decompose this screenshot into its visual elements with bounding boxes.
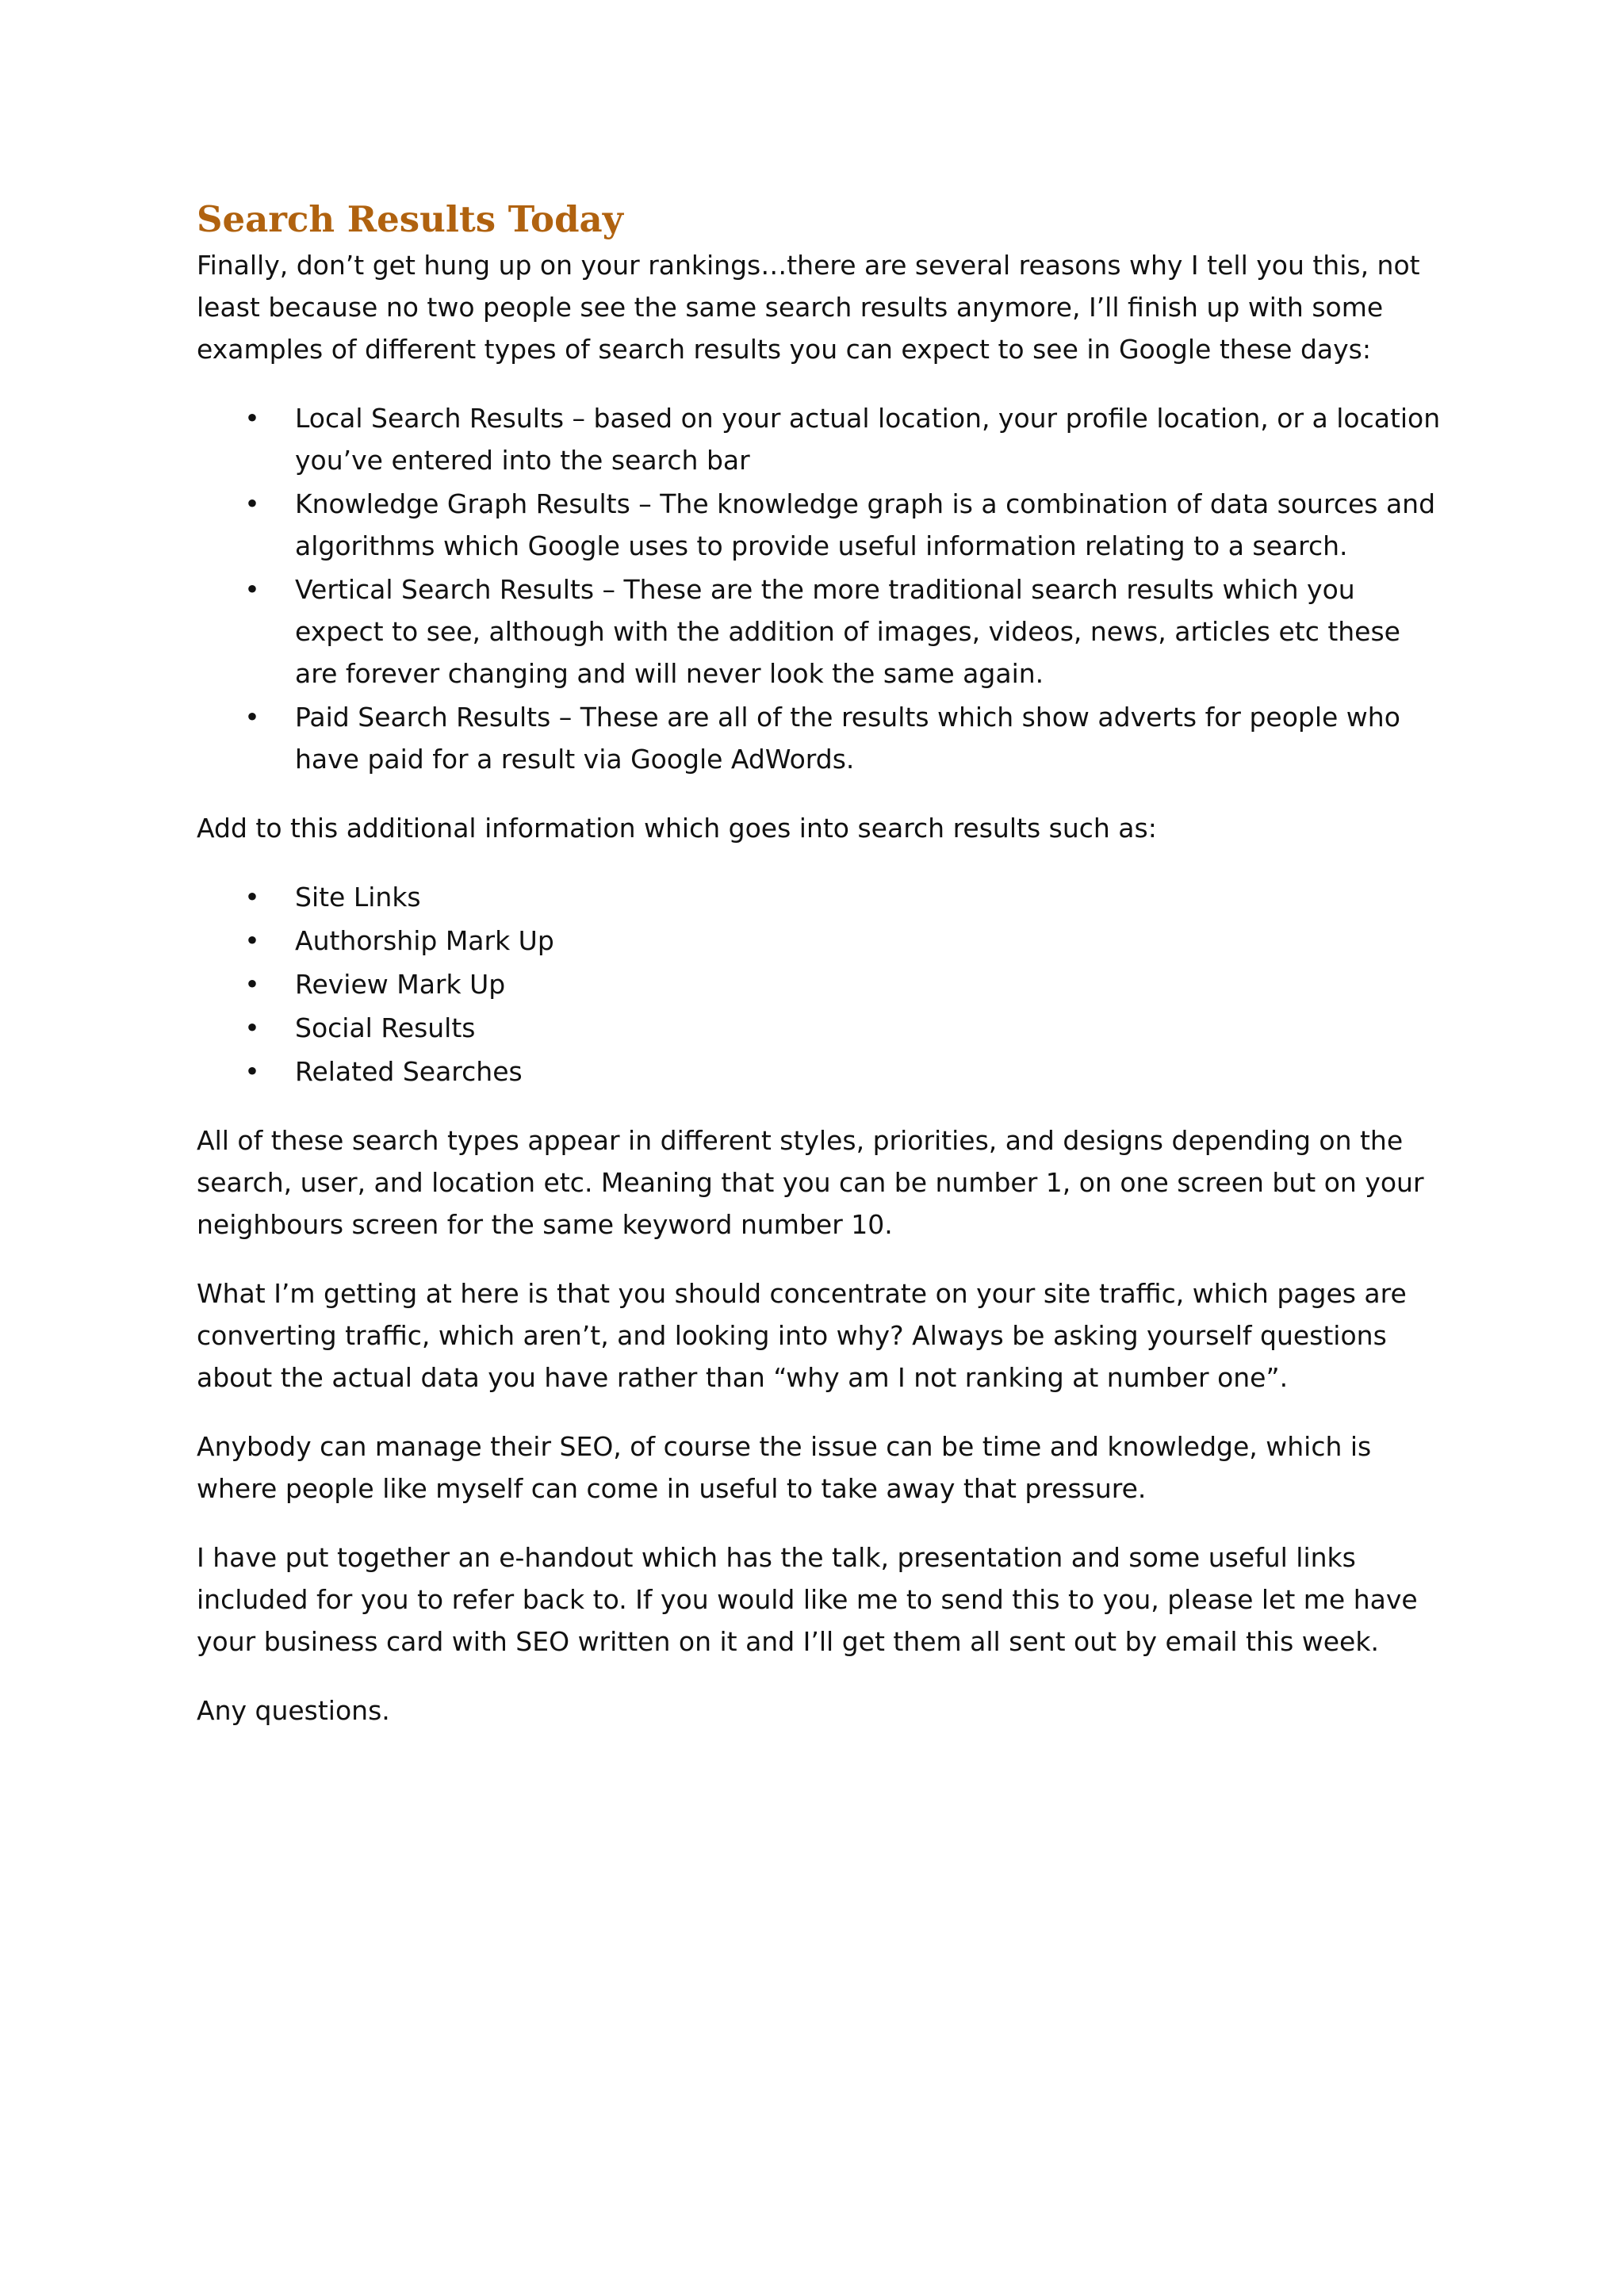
- list-item-text: Related Searches: [295, 1056, 523, 1087]
- body-paragraph: All of these search types appear in different styles, priorities, and designs depending on the search, user, and location etc. Meaning that you can be number 1, on one screen but on your neighbours screen for the same keyword number 10.: [197, 1125, 1424, 1240]
- list-item-text: Social Results: [295, 1012, 476, 1043]
- bullet-icon: •: [244, 1012, 260, 1043]
- document-body: [197, 195, 1450, 1758]
- body-paragraph: Anybody can manage their SEO, of course the issue can be time and knowledge, which is where people like myself can come in useful to take away that pressure.: [197, 1431, 1372, 1504]
- list-item-text: Knowledge Graph Results – The knowledge graph is a combination of data sources and algorithms which Google uses to provide useful information relating to a search.: [295, 488, 1436, 561]
- list-item: [197, 1050, 1450, 1093]
- list-item: [197, 696, 1450, 780]
- list-item: [197, 568, 1450, 695]
- intro-paragraph: Finally, don’t get hung up on your rankings…there are several reasons why I tell you this, not least because no two people see the same search results anymore, I’ll finish up with some examples of different types of search results you can expect to see in Google these days:: [197, 250, 1420, 365]
- result-types-list: [197, 397, 1450, 780]
- list-item-text: Local Search Results – based on your actual location, your profile location, or a location you’ve entered into the search bar: [295, 403, 1441, 476]
- list-item: [197, 483, 1450, 567]
- additional-info-list: [197, 876, 1450, 1093]
- section-heading: Search Results Today: [197, 198, 623, 240]
- list-item: [197, 920, 1450, 962]
- bullet-icon: •: [244, 702, 260, 733]
- bullet-icon: •: [244, 882, 260, 913]
- additional-intro-paragraph: Add to this additional information which goes into search results such as:: [197, 813, 1157, 844]
- list-item-text: Vertical Search Results – These are the more traditional search results which you expect to see, although with the addition of images, videos, news, articles etc these are forever changing and will never look the same again.: [295, 574, 1400, 689]
- bullet-icon: •: [244, 488, 260, 519]
- list-item-text: Review Mark Up: [295, 969, 506, 1000]
- body-paragraph: What I’m getting at here is that you should concentrate on your site traffic, which pages are converting traffic, which aren’t, and looking into why? Always be asking yourself questions about the actual data you have rather than “why am I not ranking at number one”.: [197, 1278, 1407, 1393]
- list-item: [197, 876, 1450, 918]
- closing-paragraph: Any questions.: [197, 1695, 390, 1726]
- bullet-icon: •: [244, 574, 260, 605]
- list-item-text: Paid Search Results – These are all of the results which show adverts for people who have paid for a result via Google AdWords.: [295, 702, 1400, 775]
- bullet-icon: •: [244, 403, 260, 434]
- list-item: [197, 397, 1450, 481]
- list-item: [197, 1007, 1450, 1049]
- list-item-text: Authorship Mark Up: [295, 925, 554, 956]
- bullet-icon: •: [244, 1056, 260, 1087]
- bullet-icon: •: [244, 925, 260, 956]
- list-item-text: Site Links: [295, 882, 421, 913]
- bullet-icon: •: [244, 969, 260, 1000]
- list-item: [197, 963, 1450, 1005]
- body-paragraph: I have put together an e-handout which has the talk, presentation and some useful links included for you to refer back to. If you would like me to send this to you, please let me have your business card with SEO written on it and I’ll get them all sent out by email this week.: [197, 1542, 1418, 1657]
